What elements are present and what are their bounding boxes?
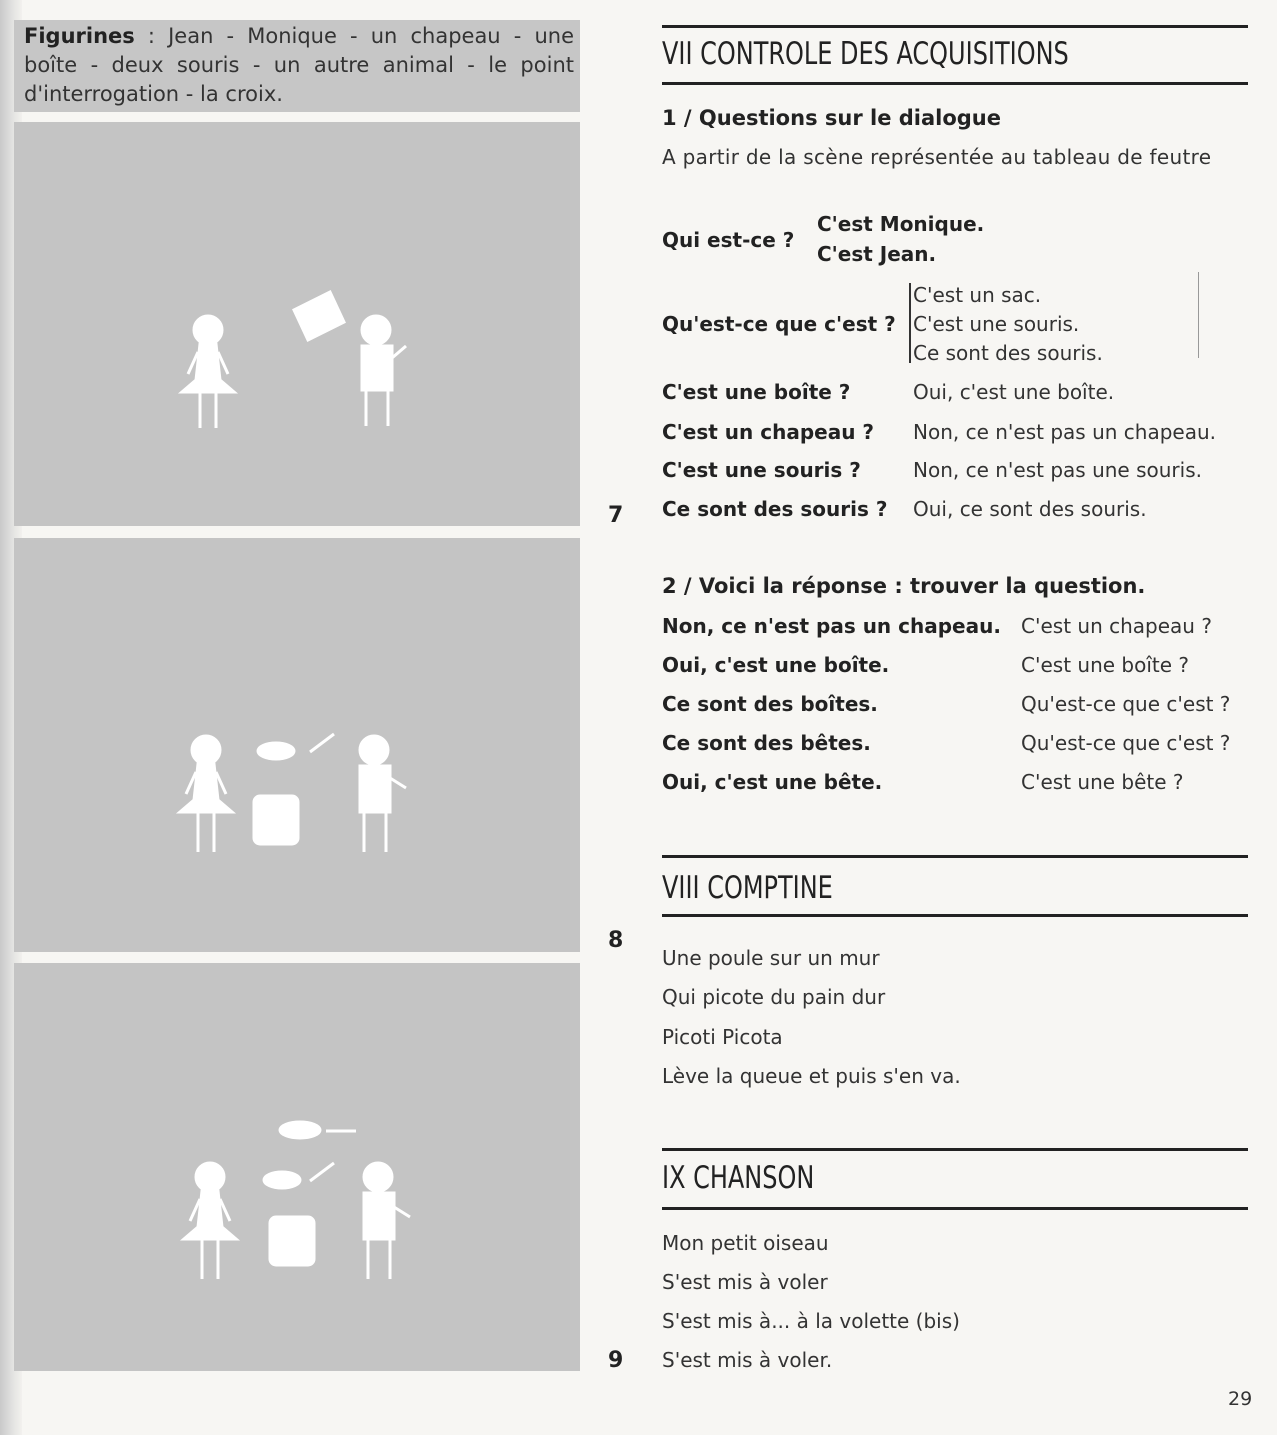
illustration-panel-1 xyxy=(14,122,580,526)
illustration-panel-3 xyxy=(14,963,580,1371)
q2-question: C'est une boîte ? xyxy=(1021,653,1190,677)
q2-question: Qu'est-ce que c'est ? xyxy=(1021,731,1231,755)
page-number: 29 xyxy=(1228,1388,1253,1410)
qui-question: Qui est-ce ? xyxy=(662,228,795,252)
quest-answer-1: C'est un sac. xyxy=(913,283,1042,307)
q2-answer: Ce sont des boîtes. xyxy=(662,692,878,716)
chanson-line: S'est mis à voler xyxy=(662,1270,828,1294)
comptine-line: Picoti Picota xyxy=(662,1025,783,1049)
q2-answer: Oui, c'est une bête. xyxy=(662,770,883,794)
q1-row-answer: Non, ce n'est pas une souris. xyxy=(913,458,1202,482)
comptine-line: Qui picote du pain dur xyxy=(662,985,886,1009)
chanson-line: S'est mis à... à la volette (bis) xyxy=(662,1309,960,1333)
answer-brace xyxy=(909,283,911,363)
quest-answer-2: C'est une souris. xyxy=(913,312,1080,336)
qui-answer-1: C'est Monique. xyxy=(817,212,985,236)
caption-label: Figurines xyxy=(24,24,135,48)
q1-row-answer: Non, ce n'est pas un chapeau. xyxy=(913,420,1216,444)
illustration-panel-2 xyxy=(14,538,580,952)
qui-answer-2: C'est Jean. xyxy=(817,242,937,266)
quest-answer-3: Ce sont des souris. xyxy=(913,341,1103,365)
margin-number-7: 7 xyxy=(608,503,624,528)
chanson-line: Mon petit oiseau xyxy=(662,1231,829,1255)
scene-two-mice-box-illustration xyxy=(14,963,580,1371)
rule-top-viii xyxy=(662,855,1248,858)
q1-row-question: C'est une boîte ? xyxy=(662,380,851,404)
answer-brace-right xyxy=(1198,272,1199,358)
q2-question: C'est un chapeau ? xyxy=(1021,614,1212,638)
q2-answer: Oui, c'est une boîte. xyxy=(662,653,890,677)
section-ix-title: IX CHANSON xyxy=(662,1160,815,1196)
q1-heading: 1 / Questions sur le dialogue xyxy=(662,106,1001,130)
margin-number-9: 9 xyxy=(608,1348,624,1373)
q1-row-question: C'est une souris ? xyxy=(662,458,861,482)
scene-girl-boy-hatbox-illustration xyxy=(14,122,580,526)
rule-bottom-vii xyxy=(662,82,1248,85)
section-vii-title: VII CONTROLE DES ACQUISITIONS xyxy=(662,36,1069,72)
q1-row-answer: Oui, ce sont des souris. xyxy=(913,497,1147,521)
caption-text: : Jean - Monique - un chapeau - une boîte - deux souris - un autre animal - le point d'interrogation - la croix. xyxy=(24,24,574,106)
q2-answer: Non, ce n'est pas un chapeau. xyxy=(662,614,1001,638)
comptine-line: Lève la queue et puis s'en va. xyxy=(662,1064,961,1088)
q1-row-question: Ce sont des souris ? xyxy=(662,497,888,521)
scene-mouse-on-box-illustration xyxy=(14,538,580,952)
q2-heading: 2 / Voici la réponse : trouver la question. xyxy=(662,574,1146,598)
chanson-line: S'est mis à voler. xyxy=(662,1348,833,1372)
margin-number-8: 8 xyxy=(608,928,624,953)
q2-question: C'est une bête ? xyxy=(1021,770,1184,794)
rule-top-vii xyxy=(662,25,1248,28)
section-viii-title: VIII COMPTINE xyxy=(662,870,833,906)
q2-answer: Ce sont des bêtes. xyxy=(662,731,871,755)
rule-bottom-viii xyxy=(662,914,1248,917)
quest-question: Qu'est-ce que c'est ? xyxy=(662,312,896,336)
figurines-caption xyxy=(14,20,580,112)
rule-top-ix xyxy=(662,1148,1248,1151)
comptine-line: Une poule sur un mur xyxy=(662,946,880,970)
q1-intro: A partir de la scène représentée au tableau de feutre xyxy=(662,145,1212,169)
q1-row-question: C'est un chapeau ? xyxy=(662,420,875,444)
q2-question: Qu'est-ce que c'est ? xyxy=(1021,692,1231,716)
rule-bottom-ix xyxy=(662,1207,1248,1210)
q1-row-answer: Oui, c'est une boîte. xyxy=(913,380,1115,404)
